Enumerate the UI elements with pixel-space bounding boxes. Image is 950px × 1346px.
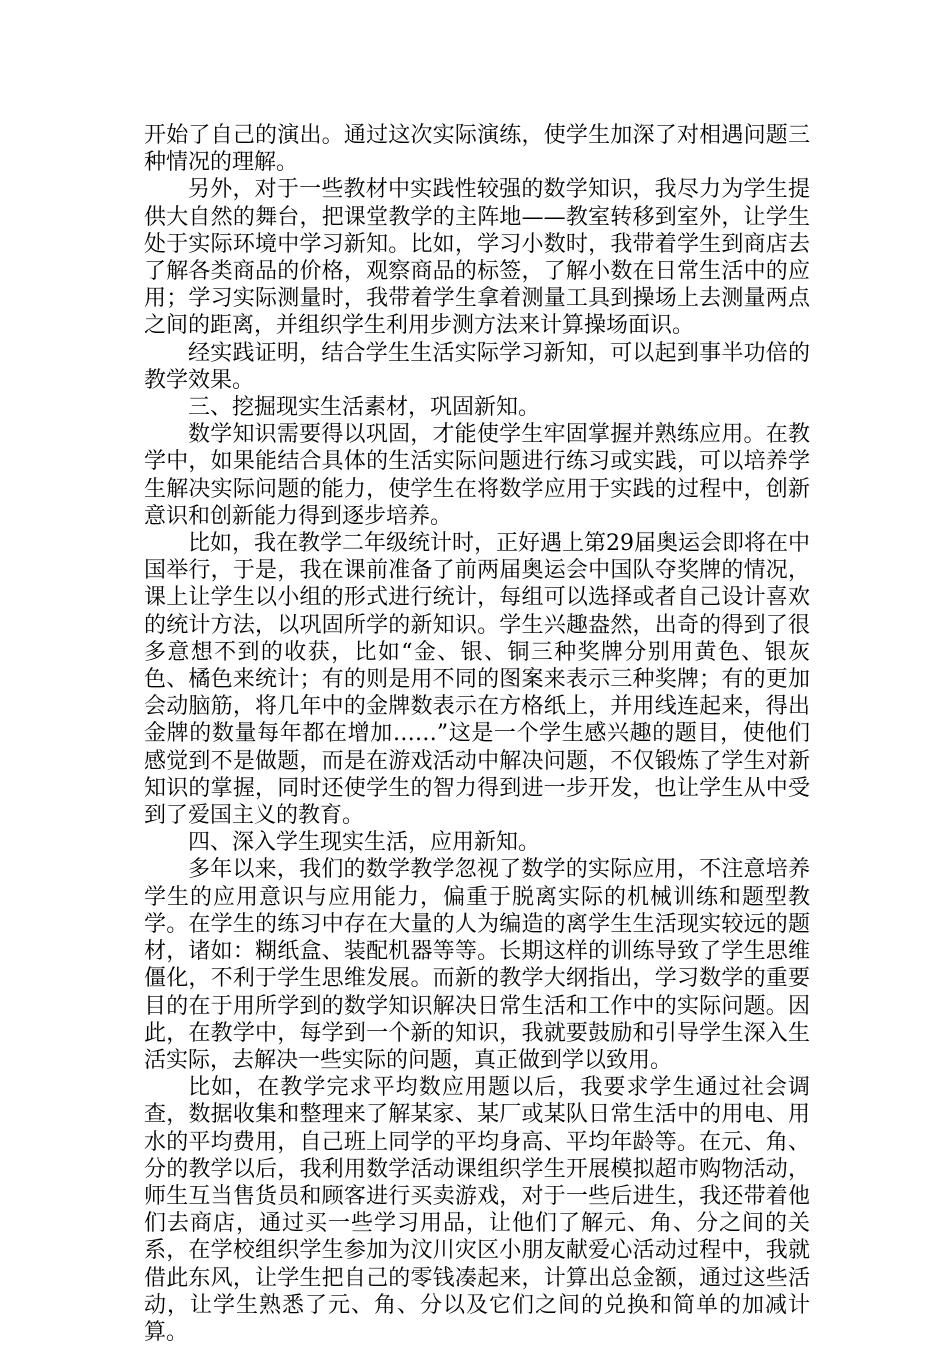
section-heading-4: 四、深入学生现实生活，应用新知。 bbox=[188, 830, 541, 856]
paragraph-7: 比如，在教学完求平均数应用题以后，我要求学生通过社会调查，数据收集和整理来了解某家、某厂或某队日常生活中的用电、用水的平均费用，自己班上同学的平均身高、平均年龄等。在元、角、分的教学以后，我利用数学活动课组织学生开展模拟超市购物活动，师生互当售货员和顾客进行买卖游戏，对于一些后进生，我还带着他们去商店，通过买一些学习用品，让他们了解元、角、分之间的关系，在学校组织学生参加为汶川灾区小朋友献爱心活动过程中，我就借此东风，让学生把自己的零钱凑起来，计算出总金额，通过这些活动，让学生熟悉了元、角、分以及它们之间的兑换和简单的加减计算。 bbox=[144, 1075, 810, 1345]
paragraph-6: 多年以来，我们的数学教学忽视了数学的实际应用，不注意培养学生的应用意识与应用能力，偏重于脱离实际的机械训练和题型教学。在学生的练习中存在大量的人为编造的离学生生活现实较远的题材，诸如：糊纸盒、装配机器等等。长期这样的训练导致了学生思维僵化，不利于学生思维发展。而新的教学大纲指出，学习数学的重要目的在于用所学到的数学知识解决日常生活和工作中的实际问题。因此，在教学中，每学到一个新的知识，我就要鼓励和引导学生深入生活实际，去解决一些实际的问题，真正做到学以致用。 bbox=[144, 857, 810, 1073]
paragraph-5: 比如，我在教学二年级统计时，正好遇上第29届奥运会即将在中国举行，于是，我在课前准备了前两届奥运会中国队夺奖牌的情况，课上让学生以小组的形式进行统计，每组可以选择或者自己设计喜欢的统计方法，以巩固所学的新知识。学生兴趣盎然，出奇的得到了很多意想不到的收获，比如“金、银、铜三种奖牌分别用黄色、银灰色、橘色来统计；有的则是用不同的图案来表示三种奖牌；有的更加会动脑筋，将几年中的金牌数表示在方格纸上，并用线连起来，得出金牌的数量每年都在增加……”这是一个学生感兴趣的题目，使他们感觉到不是做题，而是在游戏活动中解决问题，不仅锻炼了学生对新知识的掌握，同时还使学生的智力得到进一步开发，也让学生从中受到了爱国主义的教育。 bbox=[144, 531, 810, 829]
section-heading-3: 三、挖掘现实生活素材，巩固新知。 bbox=[188, 395, 541, 421]
paragraph-2: 另外，对于一些教材中实践性较强的数学知识，我尽力为学生提供大自然的舞台，把课堂教学的主阵地——教室转移到室外，让学生处于实际环境中学习新知。比如，学习小数时，我带着学生到商店去了解各类商品的价格，观察商品的标签，了解小数在日常生活中的应用；学习实际测量时，我带着学生拿着测量工具到操场上去测量两点之间的距离，并组织学生利用步测方法来计算操场面识。 bbox=[144, 177, 810, 339]
paragraph-4: 数学知识需要得以巩固，才能使学生牢固掌握并熟练应用。在教学中，如果能结合具体的生活实际问题进行练习或实践，可以培养学生解决实际问题的能力，使学生在将数学应用于实践的过程中，创新意识和创新能力得到逐步培养。 bbox=[144, 422, 810, 529]
paragraph-1: 开始了自己的演出。通过这次实际演练，使学生加深了对相遇问题三种情况的理解。 bbox=[144, 123, 810, 176]
paragraph-3: 经实践证明，结合学生生活实际学习新知，可以起到事半功倍的教学效果。 bbox=[144, 340, 810, 393]
document-page bbox=[144, 122, 810, 1346]
